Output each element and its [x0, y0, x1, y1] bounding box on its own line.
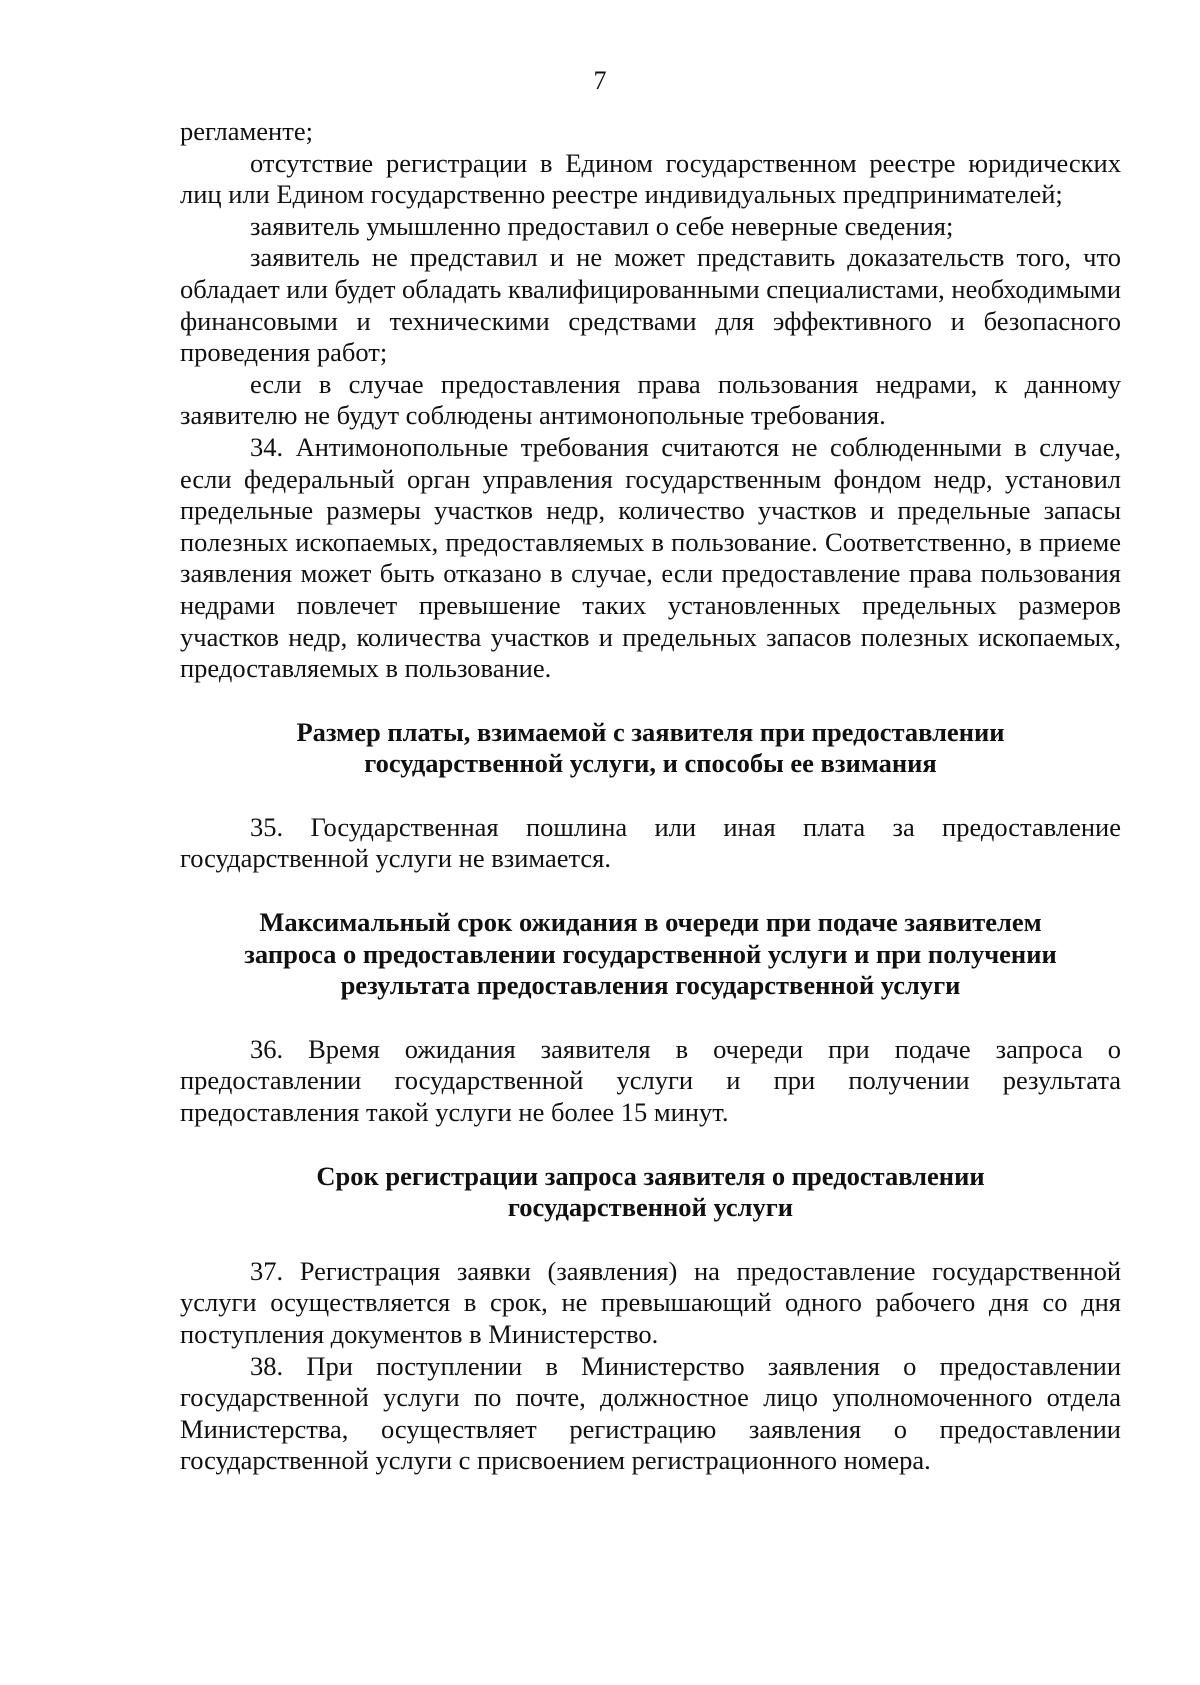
paragraph: заявитель умышленно предоставил о себе неверные сведения; [250, 210, 954, 241]
paragraph-38: 38. При поступлении в Министерство заявления о предоставлении государственной услуги по почте, должностное лицо уполномоченного отдела Министерства, осуществляет регистрацию заявления о предоставлении государственной услуги с присвоением регистрационного номера. [180, 1350, 1121, 1476]
heading-line: запроса о предоставлении государственной услуги и при получении [244, 938, 1057, 969]
paragraph-34: 34. Антимонопольные требования считаются не соблюденными в случае, если федеральный орган управления государственным фондом недр, установил предельные размеры участков недр, количество участков и предельные запасы полезных ископаемых, предоставляемых в пользование. Соответственно, в приеме заявления может быть отказано в случае, если предоставление права пользования недрами повлечет превышение таких установленных предельных размеров участков недр, количества участков и предельных запасов полезных ископаемых, предоставляемых в пользование. [180, 431, 1121, 684]
section-heading-registration [180, 1161, 1121, 1224]
page-number: 7 [593, 66, 607, 95]
paragraph-36: 36. Время ожидания заявителя в очереди при подаче запроса о предоставлении государственной услуги и при получении результата предоставления такой услуги не более 15 минут. [180, 1033, 1121, 1128]
document-body [180, 116, 1121, 1477]
section-heading-wait [180, 907, 1121, 1002]
paragraph: регламенте; [180, 116, 313, 146]
heading-line: Максимальный срок ожидания в очереди при подаче заявителем [259, 907, 1042, 938]
paragraph: если в случае предоставления права пользования недрами, к данному заявителю не будут соблюдены антимонопольные требования. [180, 368, 1121, 431]
section-heading-fee [180, 717, 1121, 780]
paragraph: заявитель не представил и не может представить доказательств того, что обладает или будет обладать квалифицированными специалистами, необходимыми финансовыми и техническими средствами для эффективного и безопасного проведения работ; [180, 242, 1121, 368]
heading-line: государственной услуги, и способы ее взимания [364, 748, 937, 779]
heading-line: Размер платы, взимаемой с заявителя при предоставлении [296, 716, 1005, 747]
heading-line: государственной услуги [507, 1192, 794, 1223]
paragraph-35: 35. Государственная пошлина или иная плата за предоставление государственной услуги не взимается. [180, 811, 1121, 874]
heading-line: Срок регистрации запроса заявителя о предоставлении [316, 1160, 985, 1191]
paragraph-37: 37. Регистрация заявки (заявления) на предоставление государственной услуги осуществляется в срок, не превышающий одного рабочего дня со дня поступления документов в Министерство. [180, 1255, 1121, 1349]
heading-line: результата предоставления государственной услуги [340, 970, 961, 1001]
paragraph: отсутствие регистрации в Едином государственном реестре юридических лиц или Едином государственно реестре индивидуальных предпринимателей; [180, 147, 1121, 210]
